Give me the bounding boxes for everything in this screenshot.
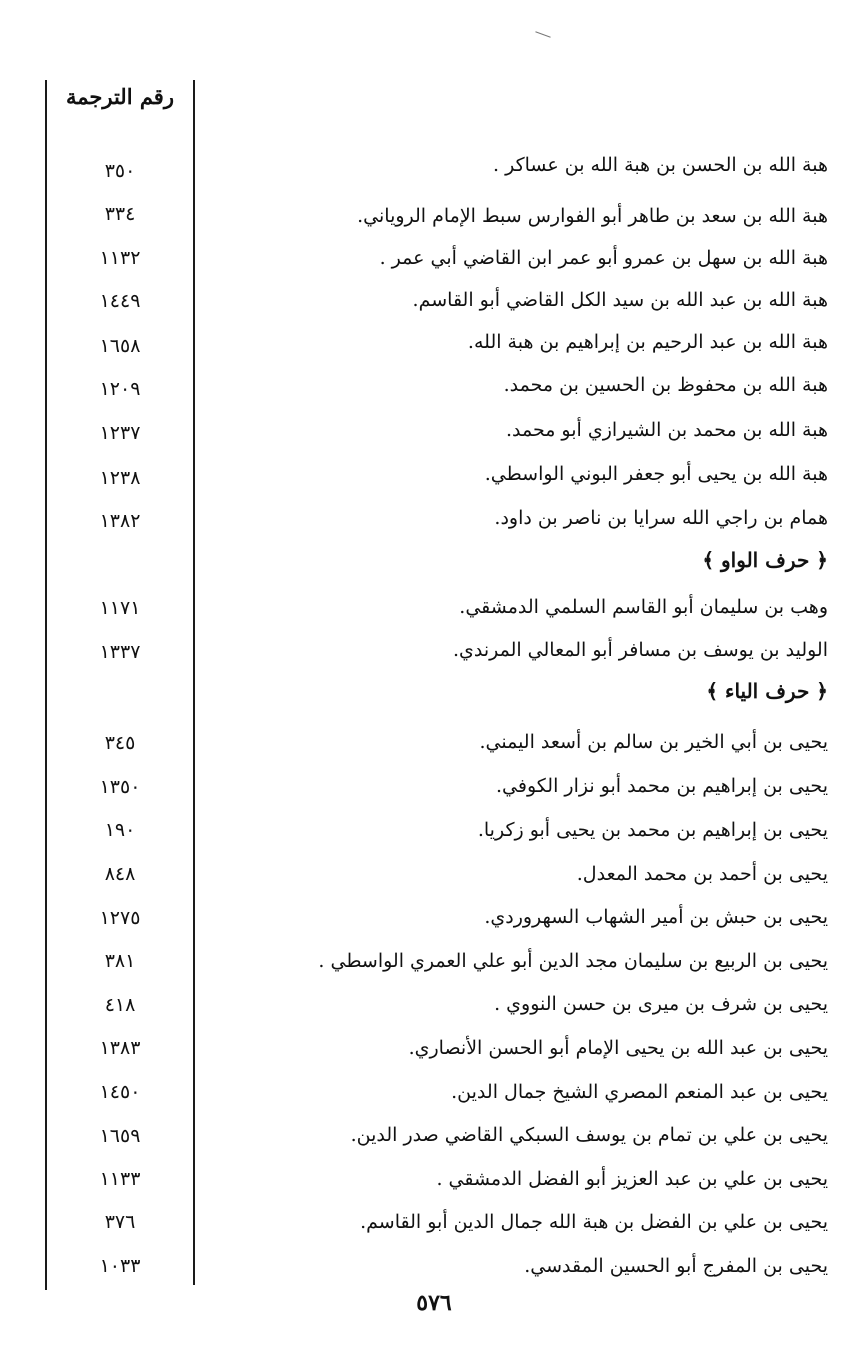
column-rule-left xyxy=(45,80,47,1290)
entry-text: يحيى بن حبش بن أمير الشهاب السهروردي. xyxy=(484,906,828,928)
entry-text: هبة الله بن محمد بن الشيرازي أبو محمد. xyxy=(505,419,828,441)
entry-number: ١٢٣٧ xyxy=(99,422,141,444)
entry-number: ١٦٥٩ xyxy=(99,1125,141,1147)
entry-text: هبة الله بن يحيى أبو جعفر البوني الواسطي. xyxy=(484,463,828,485)
entry-text: هبة الله بن الحسن بن هبة الله بن عساكر . xyxy=(493,154,828,176)
entry-number: ١١٧١ xyxy=(99,597,141,619)
entry-text: هبة الله بن عبد الرحيم بن إبراهيم بن هبة الله. xyxy=(467,331,828,353)
entry-number: ١٤٤٩ xyxy=(99,290,141,312)
entry-text: هبة الله بن عبد الله بن سيد الكل القاضي أبو القاسم. xyxy=(412,289,828,311)
entry-text: يحيى بن عبد الله بن يحيى الإمام أبو الحسن الأنصاري. xyxy=(408,1037,828,1059)
column-rule-middle xyxy=(193,80,195,1285)
entry-number: ٤١٨ xyxy=(104,994,136,1016)
entry-text: يحيى بن عبد المنعم المصري الشيخ جمال الدين. xyxy=(451,1081,828,1103)
entry-text: الوليد بن يوسف بن مسافر أبو المعالي المرندي. xyxy=(452,639,828,661)
entry-text: يحيى بن شرف بن ميرى بن حسن النووي . xyxy=(494,993,828,1015)
entry-text: يحيى بن إبراهيم بن محمد بن يحيى أبو زكريا. xyxy=(477,819,828,841)
entry-number: ٣٥٠ xyxy=(104,160,136,182)
entry-text: هبة الله بن سهل بن عمرو أبو عمر ابن القاضي أبي عمر . xyxy=(379,247,828,269)
entry-number: ١٩٠ xyxy=(104,819,136,841)
entry-number: ٣٣٤ xyxy=(104,203,136,225)
entry-number: ١٢٣٨ xyxy=(99,467,141,489)
entry-number: ٨٤٨ xyxy=(104,863,136,885)
entry-text: هبة الله بن محفوظ بن الحسين بن محمد. xyxy=(503,374,828,396)
entry-text: يحيى بن علي بن تمام بن يوسف السبكي القاضي صدر الدين. xyxy=(350,1124,828,1146)
entry-number: ١٣٨٣ xyxy=(99,1037,141,1059)
entry-text: يحيى بن علي بن عبد العزيز أبو الفضل الدمشقي . xyxy=(436,1168,828,1190)
entry-number: ٣٤٥ xyxy=(104,732,136,754)
section-heading-waw: ﴿ حرف الواو ﴾ xyxy=(702,548,828,572)
page-number: ٥٧٦ xyxy=(416,1290,452,1316)
entry-text: هبة الله بن سعد بن طاهر أبو الفوارس سبط الإمام الروياني. xyxy=(357,205,828,227)
entry-number: ١٤٥٠ xyxy=(99,1081,141,1103)
entry-text: يحيى بن علي بن الفضل بن هبة الله جمال الدين أبو القاسم. xyxy=(360,1211,828,1233)
entry-number: ١١٣٢ xyxy=(99,247,141,269)
entry-text: يحيى بن أحمد بن محمد المعدل. xyxy=(576,863,828,885)
entry-text: يحيى بن المفرج أبو الحسين المقدسي. xyxy=(524,1255,828,1277)
entry-number: ١٣٥٠ xyxy=(99,776,141,798)
entry-number: ٣٨١ xyxy=(104,950,136,972)
entry-text: يحيى بن إبراهيم بن محمد أبو نزار الكوفي. xyxy=(496,775,828,797)
entry-number: ١٢٠٩ xyxy=(99,378,141,400)
entry-text: وهب بن سليمان أبو القاسم السلمي الدمشقي. xyxy=(459,596,828,618)
column-header: رقم الترجمة xyxy=(65,84,174,109)
entry-number: ١٠٣٣ xyxy=(99,1255,141,1277)
entry-number: ١١٣٣ xyxy=(99,1168,141,1190)
entry-number: ١٢٧٥ xyxy=(99,907,141,929)
entry-number: ١٣٨٢ xyxy=(99,510,141,532)
entry-text: يحيى بن أبي الخير بن سالم بن أسعد اليمني. xyxy=(479,731,828,753)
page-mark xyxy=(535,31,550,37)
entry-number: ٣٧٦ xyxy=(104,1211,136,1233)
entry-text: يحيى بن الربيع بن سليمان مجد الدين أبو علي العمري الواسطي . xyxy=(318,950,828,972)
entry-number: ١٣٣٧ xyxy=(99,641,141,663)
entry-number: ١٦٥٨ xyxy=(99,335,141,357)
entry-text: همام بن راجي الله سرايا بن ناصر بن داود. xyxy=(494,507,828,529)
section-heading-ya: ﴿ حرف الياء ﴾ xyxy=(706,679,828,703)
